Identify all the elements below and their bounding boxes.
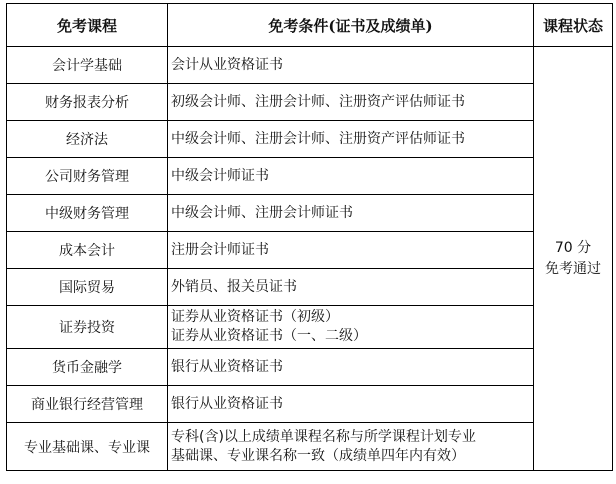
condition-cell: [168, 84, 534, 121]
header-condition: 免考条件(证书及成绩单): [168, 4, 534, 47]
table-row: [7, 386, 613, 423]
condition-line: 银行从业资格证书: [171, 358, 283, 375]
condition-cell: [168, 386, 534, 423]
table-row: [7, 269, 613, 306]
condition-line: 外销员、报关员证书: [171, 278, 297, 295]
condition-line: 中级会计师、注册会计师、注册资产评估师证书: [171, 130, 465, 147]
condition-cell: [168, 121, 534, 158]
course-cell: 商业银行经营管理: [7, 386, 168, 423]
condition-cell: [168, 195, 534, 232]
course-cell: 公司财务管理: [7, 158, 168, 195]
course-cell: 货币金融学: [7, 349, 168, 386]
course-cell: 中级财务管理: [7, 195, 168, 232]
header-course: 免考课程: [7, 4, 168, 47]
table-row: [7, 349, 613, 386]
condition-line: 会计从业资格证书: [171, 56, 283, 73]
table-row: [7, 423, 613, 471]
table-row: [7, 306, 613, 349]
condition-line: 基础课、专业课名称一致（成绩单四年内有效）: [171, 447, 465, 464]
course-cell: 证券投资: [7, 306, 168, 349]
condition-line: 中级会计师证书: [171, 167, 269, 184]
condition-line: 专科(含)以上成绩单课程名称与所学课程计划专业: [171, 428, 476, 445]
table-row: [7, 232, 613, 269]
condition-cell: [168, 423, 534, 471]
condition-line: 中级会计师、注册会计师证书: [171, 204, 353, 221]
table-row: [7, 195, 613, 232]
condition-line: 证券从业资格证书（初级）: [171, 309, 339, 325]
course-cell: 经济法: [7, 121, 168, 158]
header-status: 课程状态: [534, 4, 613, 47]
status-result: 免考通过: [545, 260, 601, 277]
table-row: [7, 84, 613, 121]
course-cell: 成本会计: [7, 232, 168, 269]
condition-line: 初级会计师、注册会计师、注册资产评估师证书: [171, 93, 465, 110]
course-cell: 国际贸易: [7, 269, 168, 306]
condition-line: 注册会计师证书: [171, 241, 269, 258]
condition-cell: [168, 349, 534, 386]
course-cell: 会计学基础: [7, 47, 168, 84]
course-cell: 专业基础课、专业课: [7, 423, 168, 471]
condition-line: 证券从业资格证书（一、二级）: [171, 328, 367, 344]
condition-cell: [168, 158, 534, 195]
exemption-table: [6, 3, 613, 471]
table-row: [7, 121, 613, 158]
condition-line: 银行从业资格证书: [171, 395, 283, 412]
condition-cell: [168, 306, 534, 349]
table-row: [7, 158, 613, 195]
condition-cell: [168, 47, 534, 84]
condition-cell: [168, 269, 534, 306]
condition-cell: [168, 232, 534, 269]
table-row: [7, 47, 613, 84]
status-score: 70 分: [554, 239, 592, 256]
course-cell: 财务报表分析: [7, 84, 168, 121]
status-cell: [534, 47, 613, 471]
